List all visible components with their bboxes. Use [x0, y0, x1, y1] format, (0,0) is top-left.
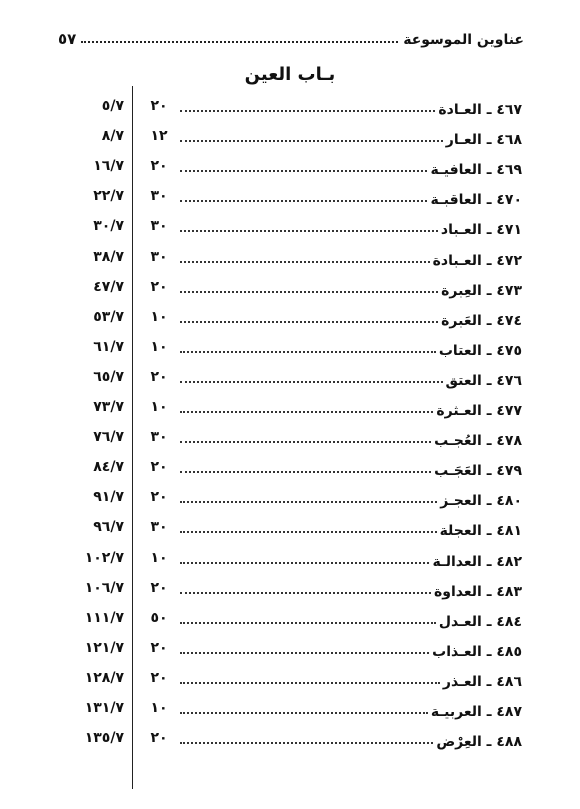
entry-title-wrap	[180, 638, 522, 660]
entry-count: ١٠	[150, 338, 168, 355]
entry-count: ٢٠	[150, 98, 168, 114]
list-item	[0, 548, 580, 570]
entry-page-ref: ١٣٥/٧	[84, 730, 124, 747]
entry-count: ١٠	[150, 549, 168, 566]
leader-dots	[180, 229, 438, 232]
leader-dots	[180, 410, 433, 413]
entry-count: ٢٠	[150, 669, 168, 686]
entry-title: ٤٨١ ـ العجلة	[439, 523, 522, 540]
leader-dots	[180, 741, 433, 744]
entry-title-wrap	[180, 427, 522, 449]
list-item	[0, 517, 580, 539]
entry-count: ٣٠	[150, 519, 168, 536]
entry-title: ٤٧٣ ـ العِبرة	[441, 282, 522, 299]
list-item	[0, 698, 580, 720]
entry-page-ref: ٧٣/٧	[93, 399, 124, 415]
entry-page-ref: ٣٨/٧	[93, 248, 124, 265]
entry-page-ref: ٨٤/٧	[93, 459, 124, 476]
entry-title: ٤٨٢ ـ العدالـة	[432, 553, 522, 570]
entry-page-ref: ٦١/٧	[93, 338, 124, 355]
entry-title: ٤٧٢ ـ العـبادة	[432, 252, 522, 269]
entry-count: ٢٠	[150, 730, 168, 747]
entry-title: ٤٨٤ ـ العـدل	[438, 613, 522, 630]
entry-title: ٤٧١ ـ العـباد	[440, 222, 522, 239]
entry-title-wrap	[180, 156, 522, 178]
entry-count: ١٠	[150, 308, 168, 325]
entry-page-ref: ٤٧/٧	[93, 278, 124, 295]
entry-title-wrap	[180, 457, 522, 479]
leader-dots	[180, 380, 443, 383]
entry-count: ٢٠	[150, 368, 168, 385]
entry-count: ٥٠	[150, 609, 168, 626]
list-item	[0, 156, 580, 178]
entry-title: ٤٧٥ ـ العتاب	[438, 342, 522, 359]
leader-dots	[180, 139, 443, 142]
entry-title: ٤٨٥ ـ العـذاب	[432, 643, 522, 660]
entry-title-wrap	[180, 126, 522, 148]
entry-title: ٤٧٦ ـ العتق	[445, 372, 522, 389]
entry-title: ٤٨٧ ـ العربيـة	[430, 704, 522, 720]
header-leader-dots	[81, 40, 398, 43]
entry-title-wrap	[180, 548, 522, 570]
entry-title-wrap	[180, 487, 522, 509]
entry-page-ref: ٣٠/٧	[93, 218, 124, 235]
entry-page-ref: ١٢٨/٧	[84, 669, 124, 686]
entry-title: ٤٨٦ ـ العـذر	[442, 673, 522, 690]
entry-title-wrap	[180, 608, 522, 630]
entry-page-ref: ١٠٢/٧	[84, 549, 124, 566]
entry-title-wrap	[180, 698, 522, 720]
list-item	[0, 608, 580, 630]
leader-dots	[180, 500, 437, 503]
entry-title: ٤٧٤ ـ العَبرة	[441, 312, 522, 329]
list-item	[0, 427, 580, 449]
list-item	[0, 367, 580, 389]
entry-page-ref: ١١١/٧	[84, 609, 124, 626]
leader-dots	[180, 681, 440, 684]
entry-count: ١٠	[150, 399, 168, 415]
entry-title-wrap	[180, 247, 522, 269]
list-item	[0, 487, 580, 509]
entry-count: ٣٠	[150, 429, 168, 446]
list-item	[0, 96, 580, 118]
list-item	[0, 457, 580, 479]
entry-title-wrap	[180, 578, 522, 600]
entry-title: ٤٧٨ ـ العُجـب	[434, 433, 522, 450]
entry-page-ref: ٩٦/٧	[93, 519, 124, 536]
entry-page-ref: ١٢١/٧	[84, 639, 124, 656]
entry-count: ٢٠	[150, 579, 168, 596]
list-item	[0, 186, 580, 208]
entry-title: ٤٧٠ ـ العاقبـة	[430, 192, 522, 209]
entry-page-ref: ٦٥/٧	[93, 368, 124, 385]
list-item	[0, 247, 580, 269]
entry-page-ref: ١٠٦/٧	[84, 579, 124, 596]
entry-title-wrap	[180, 307, 522, 329]
header-title: عناوين الموسوعة	[403, 32, 524, 48]
entry-page-ref: ٩١/٧	[93, 489, 124, 506]
list-item	[0, 337, 580, 359]
entry-count: ٢٠	[150, 639, 168, 656]
list-item	[0, 307, 580, 329]
list-item	[0, 216, 580, 238]
entry-title: ٤٦٧ ـ العـادة	[438, 102, 522, 118]
entry-title: ٤٨٠ ـ العجـز	[440, 493, 522, 510]
entry-count: ٣٠	[150, 248, 168, 265]
entry-count: ٣٠	[150, 218, 168, 235]
entry-page-ref: ٧٦/٧	[93, 429, 124, 446]
entry-title-wrap	[180, 96, 522, 118]
leader-dots	[180, 320, 438, 323]
leader-dots	[180, 621, 436, 624]
entry-page-ref: ٢٢/٧	[93, 188, 124, 205]
leader-dots	[180, 290, 438, 293]
entry-title-wrap	[180, 277, 522, 299]
leader-dots	[180, 470, 431, 473]
entry-page-ref: ٥/٧	[101, 98, 124, 114]
section-title: بـاب العين	[244, 64, 336, 85]
leader-dots	[180, 350, 436, 353]
entry-count: ٣٠	[150, 188, 168, 205]
entry-title-wrap	[180, 728, 522, 750]
entry-title: ٤٦٨ ـ العـار	[445, 132, 522, 149]
entry-title-wrap	[180, 367, 522, 389]
entry-title-wrap	[180, 186, 522, 208]
entry-title: ٤٨٨ ـ العِرْض	[436, 734, 522, 751]
entry-title: ٤٦٩ ـ العافيـة	[430, 162, 522, 179]
entry-page-ref: ١٦/٧	[93, 158, 124, 175]
entry-count: ١٢	[150, 128, 168, 145]
leader-dots	[180, 440, 431, 443]
leader-dots	[180, 711, 428, 714]
page-number: ٥٧	[58, 30, 77, 48]
leader-dots	[180, 651, 429, 654]
entry-title-wrap	[180, 668, 522, 690]
entry-count: ١٠	[150, 700, 168, 716]
leader-dots	[180, 260, 430, 263]
leader-dots	[180, 199, 427, 202]
list-item	[0, 126, 580, 148]
leader-dots	[180, 109, 435, 112]
list-item	[0, 578, 580, 600]
leader-dots	[180, 591, 431, 594]
list-item	[0, 728, 580, 750]
entry-page-ref: ١٣١/٧	[84, 700, 124, 716]
entry-title-wrap	[180, 397, 522, 419]
leader-dots	[180, 561, 429, 564]
list-item	[0, 638, 580, 660]
entry-title-wrap	[180, 517, 522, 539]
entry-page-ref: ٥٣/٧	[93, 308, 124, 325]
entry-count: ٢٠	[150, 459, 168, 476]
running-header	[58, 26, 524, 48]
list-item	[0, 397, 580, 419]
list-item	[0, 277, 580, 299]
entry-title: ٤٧٧ ـ العـثرة	[436, 403, 522, 419]
leader-dots	[180, 169, 427, 172]
entry-title: ٤٧٩ ـ العَجَـب	[434, 463, 522, 480]
leader-dots	[180, 530, 437, 533]
entry-page-ref: ٨/٧	[101, 128, 124, 145]
entry-count: ٢٠	[150, 278, 168, 295]
entry-title: ٤٨٣ ـ العداوة	[434, 583, 522, 600]
entry-title-wrap	[180, 337, 522, 359]
entry-count: ٢٠	[150, 489, 168, 506]
entry-title-wrap	[180, 216, 522, 238]
entry-count: ٢٠	[150, 158, 168, 175]
list-item	[0, 668, 580, 690]
